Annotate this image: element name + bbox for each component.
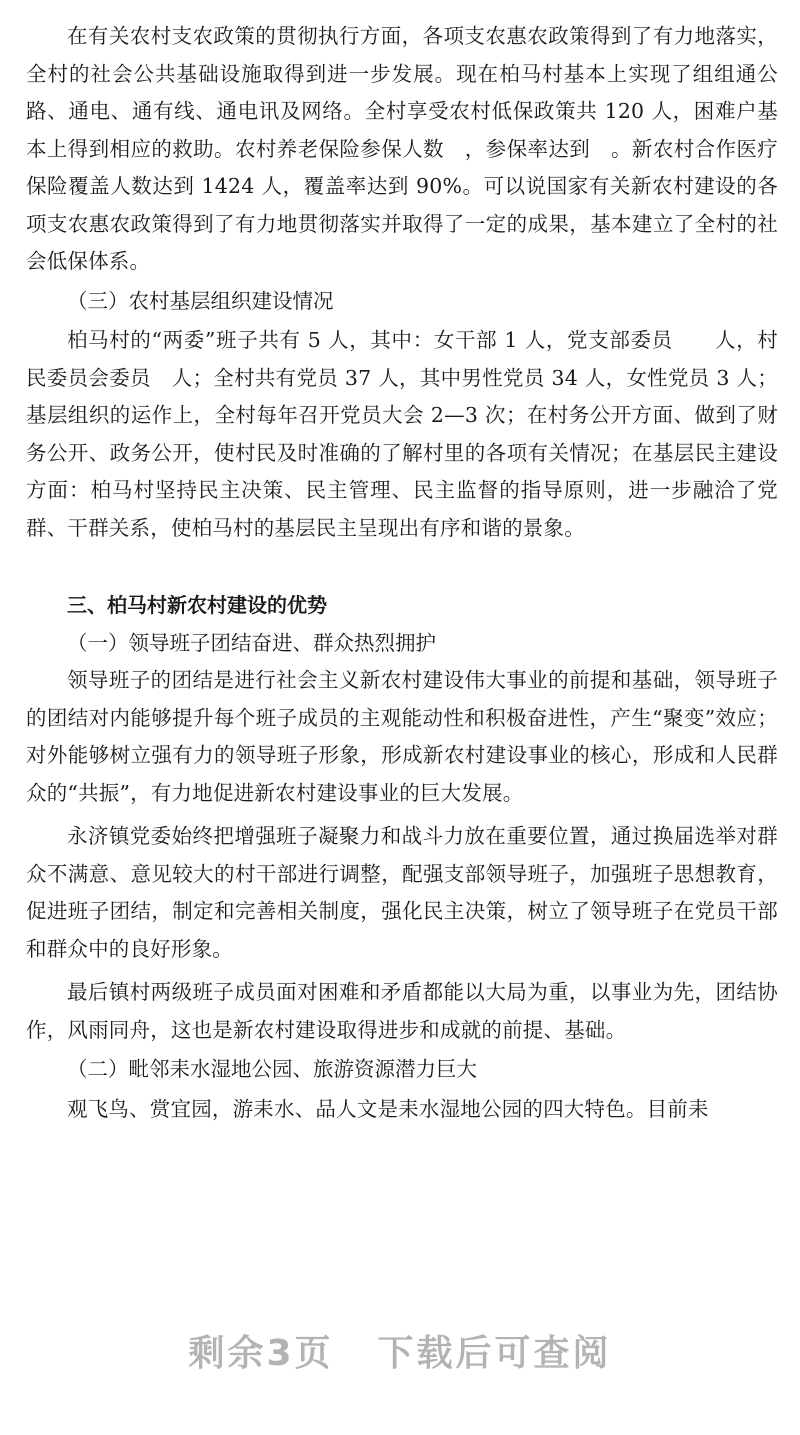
download-banner[interactable] xyxy=(0,1325,800,1376)
download-to-view-label: 下载后可查阅 xyxy=(377,1333,612,1374)
paragraph-park: 观飞鸟、赏宜园，游耒水、品人文是耒水湿地公园的四大特色。目前耒 xyxy=(67,1096,709,1121)
section-heading: 三、柏马村新农村建设的优势 xyxy=(67,593,327,617)
paragraph-organization: 柏马村的“两委”班子共有 5 人，其中：女干部 1 人，党支部委员 人，村民委员会委员 人；全村共有党员 37 人，其中男性党员 34 人，女性党员 3 人；基层组织的运作上，全村每年召开党员大会 2—3 次；在村务公开方面、做到了财务公开、政务公开，使村民及时准确的了解村里的各项有关情况；在基层民主建设方面：柏马村坚持民主决策、民主管理、民主监督的指导原则，进一步融洽了党群、干群关系，使柏马村的基层民主呈现出有序和谐的景象。 xyxy=(26,328,778,540)
paragraph-committee: 永济镇党委始终把增强班子凝聚力和战斗力放在重要位置，通过换届选举对群众不满意、意见较大的村干部进行调整，配强支部领导班子，加强班子思想教育，促进班子团结，制定和完善相关制度，强化民主决策，树立了领导班子在党员干部和群众中的良好形象。 xyxy=(26,824,778,961)
paragraph-final: 最后镇村两级班子成员面对困难和矛盾都能以大局为重，以事业为先，团结协作，风雨同舟，这也是新农村建设取得进步和成就的前提、基础。 xyxy=(26,980,778,1042)
subsection-heading-3: （三）农村基层组织建设情况 xyxy=(67,288,334,313)
document-page xyxy=(26,0,778,1128)
subsection-heading-1: （一）领导班子团结奋进、群众热烈拥护 xyxy=(67,630,436,655)
paragraph-unity: 领导班子的团结是进行社会主义新农村建设伟大事业的前提和基础，领导班子的团结对内能够提升每个班子成员的主观能动性和积极奋进性，产生“聚变”效应；对外能够树立强有力的领导班子形象，形成新农村建设事业的核心，形成和人民群众的“共振”，有力地促进新农村建设事业的巨大发展。 xyxy=(26,668,778,805)
subsection-heading-2: （二）毗邻耒水湿地公园、旅游资源潜力巨大 xyxy=(67,1057,477,1081)
section-gap xyxy=(26,547,778,587)
paragraph-policy: 在有关农村支农政策的贯彻执行方面，各项支农惠农政策得到了有力地落实，全村的社会公共基础设施取得到进一步发展。现在柏马村基本上实现了组组通公路、通电、通有线、通电讯及网络。全村享受农村低保政策共 120 人，困难户基本上得到相应的救助。农村养老保险参保人数 ，参保率达到 。新农村合作医疗保险覆盖人数达到 1424 人，覆盖率达到 90%。可以说国家有关新农村建设的各项支农惠农政策得到了有力地贯彻落实并取得了一定的成果，基本建立了全村的社会低保体系。 xyxy=(26,24,778,273)
remaining-pages-label: 剩余3页 xyxy=(188,1333,334,1374)
